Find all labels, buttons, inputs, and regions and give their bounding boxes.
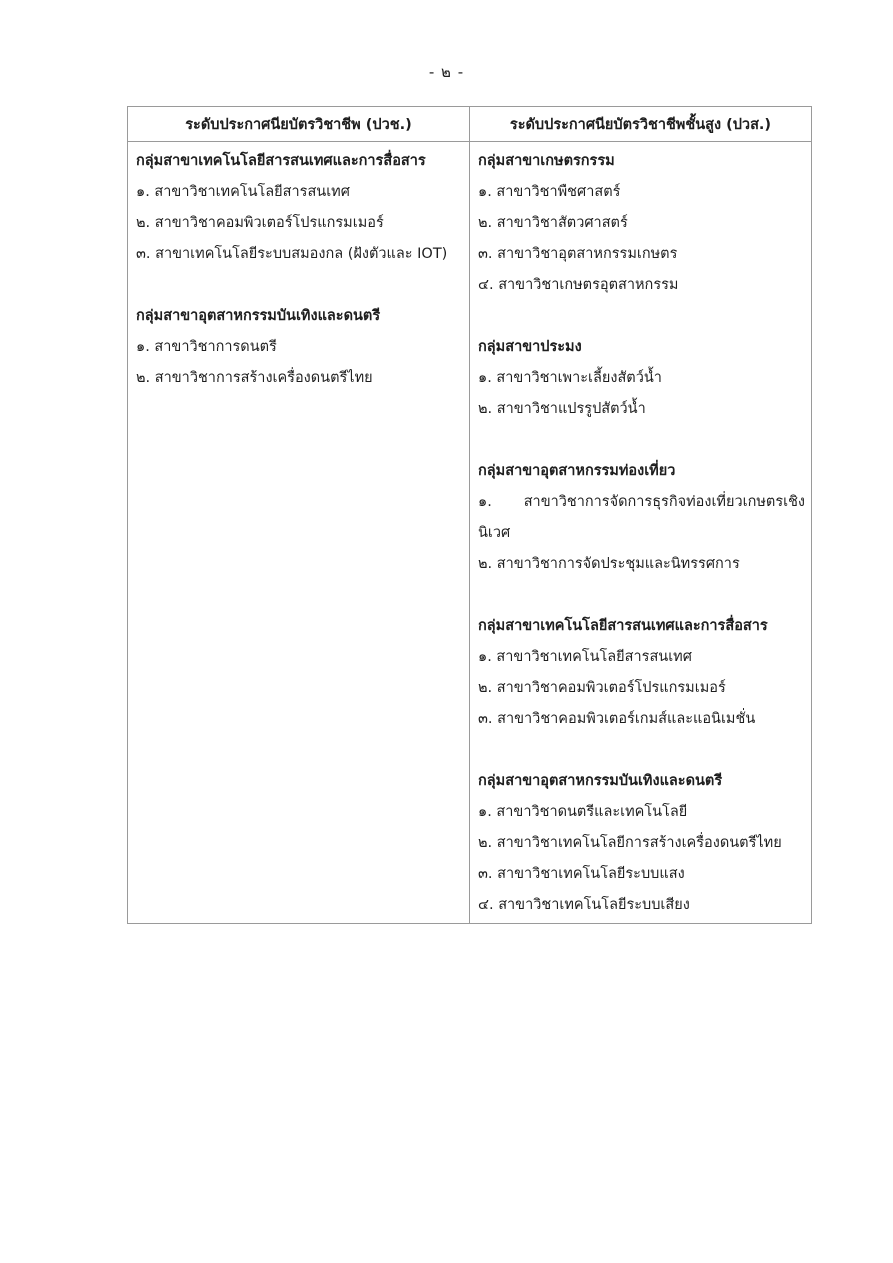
program-item: ๔. สาขาวิชาเกษตรอุตสาหกรรม bbox=[478, 277, 679, 293]
program-item: ๑. สาขาวิชาเทคโนโลยีสารสนเทศ bbox=[136, 184, 350, 200]
header-vocational-certificate: ระดับประกาศนียบัตรวิชาชีพ (ปวช.) bbox=[128, 107, 470, 142]
program-item: ๑. สาขาวิชาเทคโนโลยีสารสนเทศ bbox=[478, 649, 692, 665]
program-group bbox=[478, 456, 805, 580]
program-item: ๓. สาขาวิชาเทคโนโลยีระบบแสง bbox=[478, 866, 685, 882]
program-item: ๔. สาขาวิชาเทคโนโลยีระบบเสียง bbox=[478, 897, 690, 913]
program-group bbox=[478, 332, 805, 425]
table-body-row bbox=[128, 142, 812, 924]
program-item: ๑. สาขาวิชาการจัดการธุรกิจท่องเที่ยวเกษตรเชิงนิเวศ bbox=[478, 494, 805, 541]
program-item: ๒. สาขาวิชาการจัดประชุมและนิทรรศการ bbox=[478, 556, 740, 572]
program-group bbox=[136, 301, 463, 394]
program-list bbox=[478, 797, 805, 921]
group-title: กลุ่มสาขาเทคโนโลยีสารสนเทศและการสื่อสาร bbox=[478, 618, 768, 634]
group-title: กลุ่มสาขาอุตสาหกรรมท่องเที่ยว bbox=[478, 463, 676, 479]
table-header-row bbox=[128, 107, 812, 142]
page-number: - ๒ - bbox=[428, 63, 465, 81]
program-item: ๑. สาขาวิชาการดนตรี bbox=[136, 339, 277, 355]
program-item: ๑. สาขาวิชาเพาะเลี้ยงสัตว์น้ำ bbox=[478, 370, 662, 386]
group-title: กลุ่มสาขาอุตสาหกรรมบันเทิงและดนตรี bbox=[136, 308, 381, 324]
program-item: ๓. สาขาวิชาอุตสาหกรรมเกษตร bbox=[478, 246, 678, 262]
program-list bbox=[478, 487, 805, 580]
program-group bbox=[478, 766, 805, 921]
program-group bbox=[136, 146, 463, 270]
program-item: ๓. สาขาวิชาคอมพิวเตอร์เกมส์และแอนิเมชั่น bbox=[478, 711, 756, 727]
header-higher-vocational-certificate: ระดับประกาศนียบัตรวิชาชีพชั้นสูง (ปวส.) bbox=[470, 107, 812, 142]
vocational-programs-cell bbox=[128, 142, 470, 924]
program-item: ๑. สาขาวิชาพืชศาสตร์ bbox=[478, 184, 621, 200]
group-title: กลุ่มสาขาประมง bbox=[478, 339, 582, 355]
program-item: ๒. สาขาวิชาการสร้างเครื่องดนตรีไทย bbox=[136, 370, 373, 386]
program-list bbox=[136, 177, 463, 270]
higher-vocational-programs-cell bbox=[470, 142, 812, 924]
program-item: ๓. สาขาเทคโนโลยีระบบสมองกล (ฝังตัวและ IOT) bbox=[136, 246, 448, 262]
group-title: กลุ่มสาขาเกษตรกรรม bbox=[478, 153, 615, 169]
program-item: ๒. สาขาวิชาแปรรูปสัตว์น้ำ bbox=[478, 401, 646, 417]
program-item: ๑. สาขาวิชาดนตรีและเทคโนโลยี bbox=[478, 804, 688, 820]
program-item: ๒. สาขาวิชาคอมพิวเตอร์โปรแกรมเมอร์ bbox=[136, 215, 384, 231]
program-item: ๒. สาขาวิชาคอมพิวเตอร์โปรแกรมเมอร์ bbox=[478, 680, 726, 696]
program-item: ๒. สาขาวิชาสัตวศาสตร์ bbox=[478, 215, 628, 231]
program-list bbox=[478, 642, 805, 735]
program-list bbox=[478, 363, 805, 425]
group-title: กลุ่มสาขาอุตสาหกรรมบันเทิงและดนตรี bbox=[478, 773, 723, 789]
program-levels-table bbox=[127, 106, 812, 924]
group-title: กลุ่มสาขาเทคโนโลยีสารสนเทศและการสื่อสาร bbox=[136, 153, 426, 169]
program-group bbox=[478, 611, 805, 735]
program-group bbox=[478, 146, 805, 301]
program-item: ๒. สาขาวิชาเทคโนโลยีการสร้างเครื่องดนตรีไทย bbox=[478, 835, 782, 851]
program-list bbox=[136, 332, 463, 394]
program-list bbox=[478, 177, 805, 301]
